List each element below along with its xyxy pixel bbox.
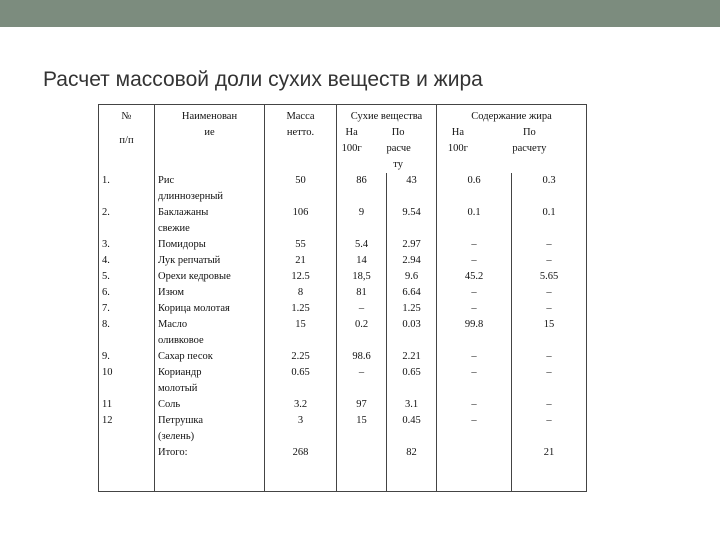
row-number [99,349,155,365]
header-name-line1: Наименован [181,111,238,122]
ingredient-name [155,253,265,269]
slide-title: Расчет массовой доли сухих веществ и жира [43,68,483,91]
table-row [99,253,587,269]
dry-calculated [387,413,437,445]
fat-calculated [512,397,587,413]
header-num [99,105,155,174]
net-mass-value: 2.25 [291,351,310,362]
fat-calculated-value: 15 [543,319,555,330]
header-fat-title: Содержание жира [471,111,552,122]
ingredient-name-line1: Изюм [158,287,185,298]
total-mass [265,445,337,492]
dry-calculated [387,173,437,205]
fat-calculated [512,349,587,365]
total-dry-calc-value: 82 [406,447,417,458]
dry-per-100g [337,365,387,397]
table-row [99,173,587,205]
net-mass [265,317,337,349]
fat-calculated [512,205,587,237]
table-row [99,269,587,285]
header-mass-line1: Масса [286,111,315,122]
table-row [99,317,587,349]
ingredient-name-line1: Баклажаны [158,207,209,218]
dry-calculated-value: 9.54 [402,207,421,218]
header-dry-per100 [340,125,387,173]
fat-per-100g-value: – [471,367,477,378]
dry-calculated-value: 0.65 [402,367,421,378]
dry-calculated-value: 2.94 [402,255,421,266]
row-number [99,237,155,253]
total-blank [99,445,155,492]
ingredient-name [155,317,265,349]
ingredient-name [155,349,265,365]
fat-per-100g-value: – [471,287,477,298]
dry-calculated [387,253,437,269]
dry-per-100g-value: – [358,303,365,314]
row-number-text: 4. [102,255,110,266]
fat-per-100g [437,205,512,237]
total-fat-calc [512,445,587,492]
table-row [99,285,587,301]
fat-per-100g-value: 45.2 [464,271,484,282]
dry-calculated-value: 2.21 [402,351,421,362]
row-number [99,397,155,413]
ingredient-name-line1: Рис [158,175,175,186]
row-number-text: 5. [102,271,110,282]
ingredient-name [155,205,265,237]
dry-per-100g-value: 98.6 [352,351,371,362]
dry-calculated-value: 3.1 [404,399,419,410]
table-row [99,413,587,445]
total-fat-calc-value: 21 [543,447,555,458]
total-fat-per100 [437,445,512,492]
dry-per-100g-value: 97 [356,399,367,410]
fat-per-100g-value: – [471,255,477,266]
fat-per-100g [437,173,512,205]
fat-calculated [512,285,587,301]
row-number-text: 9. [102,351,110,362]
row-number-text: 11 [102,399,113,410]
table-row [99,349,587,365]
total-label [155,445,265,492]
dry-per-100g-value: 18,5 [352,271,371,282]
header-num-label: п/п [119,135,134,146]
fat-calculated [512,269,587,285]
ingredient-name [155,237,265,253]
table-row [99,397,587,413]
fat-calculated-value: – [546,255,552,266]
header-dry-per100-line2: 100г [341,143,362,154]
total-row [99,445,587,492]
net-mass [265,269,337,285]
header-fat-per100-line1: На [451,127,465,138]
fat-per-100g [437,397,512,413]
fat-calculated-value: – [546,399,552,410]
top-banner [0,0,720,27]
dry-calculated-value: 9.6 [404,271,419,282]
fat-calculated-value: 0.3 [542,175,556,186]
ingredient-name-line1: Петрушка [158,415,204,426]
fat-per-100g-value: 0.1 [467,207,481,218]
fat-calculated [512,413,587,445]
fat-per-100g [437,349,512,365]
dry-calculated [387,397,437,413]
dry-per-100g [337,397,387,413]
row-number [99,285,155,301]
net-mass-value: 3.2 [293,399,308,410]
fat-calculated [512,365,587,397]
header-fat-calc-line2: расчету [512,143,547,154]
ingredient-name-line2: (зелень) [158,431,195,442]
net-mass [265,173,337,205]
header-fat-per100-line2: 100г [447,143,468,154]
row-number-text: 1. [102,175,110,186]
dry-per-100g [337,301,387,317]
dry-calculated [387,317,437,349]
header-dry-per100-line1: На [345,127,358,138]
ingredient-name [155,397,265,413]
net-mass-value: 55 [295,239,306,250]
header-name [155,105,265,174]
dry-calculated-value: 0.03 [402,319,421,330]
header-dry-calc-line1: По [391,127,405,138]
total-label-text: Итого: [158,447,188,458]
dry-per-100g-value: 81 [356,287,367,298]
header-dry-calc [387,125,434,173]
fat-per-100g [437,237,512,253]
header-dry-calc-line2: расче [386,143,411,154]
dry-calculated-value: 43 [406,175,417,186]
ingredient-name-line2: оливковое [158,335,204,346]
fat-per-100g-value: – [471,303,477,314]
net-mass [265,301,337,317]
fat-per-100g [437,301,512,317]
total-dry-calc [387,445,437,492]
fat-calculated [512,317,587,349]
dry-calculated [387,365,437,397]
net-mass-value: 3 [297,415,304,426]
table-row [99,301,587,317]
header-mass-line2: нетто. [286,127,315,138]
dry-calculated [387,269,437,285]
table-row [99,365,587,397]
total-mass-value: 268 [292,447,309,458]
nutrition-table [98,104,587,492]
dry-calculated [387,205,437,237]
net-mass [265,365,337,397]
net-mass [265,349,337,365]
net-mass-value: 0.65 [291,367,310,378]
dry-per-100g-value: 86 [356,175,367,186]
ingredient-name-line1: Сахар песок [158,351,213,362]
header-mass [265,105,337,174]
net-mass-value: 12.5 [291,271,310,282]
fat-per-100g [437,365,512,397]
fat-calculated [512,253,587,269]
ingredient-name-line1: Соль [158,399,181,410]
ingredient-name-line1: Корица молотая [158,303,230,314]
ingredient-name [155,301,265,317]
fat-per-100g-value: 99.8 [464,319,484,330]
net-mass-value: 50 [295,175,306,186]
fat-per-100g-value: – [471,399,477,410]
dry-calculated [387,301,437,317]
ingredient-name [155,365,265,397]
row-number-text: 12 [102,415,113,426]
dry-per-100g [337,173,387,205]
dry-calculated [387,237,437,253]
row-number [99,205,155,237]
net-mass-value: 1.25 [291,303,310,314]
table-row [99,205,587,237]
row-number [99,317,155,349]
header-num-symbol: № [121,111,132,122]
ingredient-name-line2: свежие [158,223,190,234]
dry-calculated [387,285,437,301]
row-number-text: 8. [102,319,110,330]
dry-per-100g [337,413,387,445]
dry-per-100g-value: 5.4 [354,239,369,250]
header-fat-per100 [440,125,512,157]
dry-per-100g-value: – [358,367,365,378]
ingredient-name-line1: Лук репчатый [158,255,221,266]
ingredient-name-line1: Помидоры [158,239,206,250]
ingredient-name-line1: Орехи кедровые [158,271,231,282]
fat-calculated-value: – [546,303,552,314]
header-fat [437,105,587,174]
fat-per-100g [437,413,512,445]
dry-per-100g [337,317,387,349]
dry-per-100g-value: 14 [356,255,367,266]
dry-per-100g [337,253,387,269]
fat-per-100g-value: 0.6 [467,175,481,186]
fat-per-100g [437,253,512,269]
net-mass [265,205,337,237]
ingredient-name-line2: длиннозерный [158,191,224,202]
row-number [99,253,155,269]
fat-calculated-value: – [546,367,552,378]
dry-per-100g [337,269,387,285]
fat-calculated [512,173,587,205]
net-mass [265,237,337,253]
row-number [99,269,155,285]
dry-per-100g [337,349,387,365]
fat-per-100g [437,317,512,349]
fat-calculated-value: 5.65 [539,271,559,282]
ingredient-name-line2: молотый [158,383,198,394]
fat-calculated-value: – [546,239,552,250]
net-mass-value: 106 [292,207,309,218]
header-dry-calc-line3: ту [393,159,403,170]
row-number [99,365,155,397]
fat-calculated-value: – [546,287,552,298]
header-name-line2: ие [204,127,215,138]
fat-per-100g [437,285,512,301]
dry-calculated-value: 6.64 [402,287,421,298]
ingredient-name [155,413,265,445]
net-mass-value: 8 [297,287,304,298]
fat-per-100g-value: – [471,415,477,426]
fat-calculated-value: 0.1 [542,207,556,218]
fat-calculated [512,301,587,317]
dry-per-100g-value: 15 [356,415,367,426]
net-mass [265,285,337,301]
fat-calculated [512,237,587,253]
net-mass [265,253,337,269]
net-mass-value: 21 [295,255,306,266]
ingredient-name-line1: Кориандр [158,367,202,378]
fat-calculated-value: – [546,415,552,426]
row-number-text: 10 [102,367,113,378]
dry-per-100g [337,285,387,301]
fat-calculated-value: – [546,351,552,362]
fat-per-100g-value: – [471,351,477,362]
dry-per-100g-value: 9 [358,207,365,218]
row-number [99,301,155,317]
row-number-text: 3. [102,239,110,250]
ingredient-name-line1: Масло [158,319,188,330]
header-fat-calc [512,125,584,157]
ingredient-name [155,285,265,301]
net-mass-value: 15 [295,319,306,330]
ingredient-name [155,173,265,205]
net-mass [265,397,337,413]
row-number-text: 2. [102,207,110,218]
dry-per-100g [337,237,387,253]
dry-calculated-value: 0.45 [402,415,421,426]
header-dry [337,105,437,174]
dry-per-100g [337,205,387,237]
total-dry-per100 [337,445,387,492]
net-mass [265,413,337,445]
header-dry-title: Сухие вещества [350,111,423,122]
row-number-text: 7. [102,303,110,314]
table-row [99,237,587,253]
header-fat-calc-line1: По [522,127,536,138]
fat-per-100g-value: – [471,239,477,250]
fat-per-100g [437,269,512,285]
dry-calculated-value: 1.25 [402,303,421,314]
dry-calculated [387,349,437,365]
row-number [99,173,155,205]
dry-per-100g-value: 0.2 [354,319,369,330]
row-number-text: 6. [102,287,110,298]
ingredient-name [155,269,265,285]
row-number [99,413,155,445]
dry-calculated-value: 2.97 [402,239,421,250]
header-row [99,105,587,174]
